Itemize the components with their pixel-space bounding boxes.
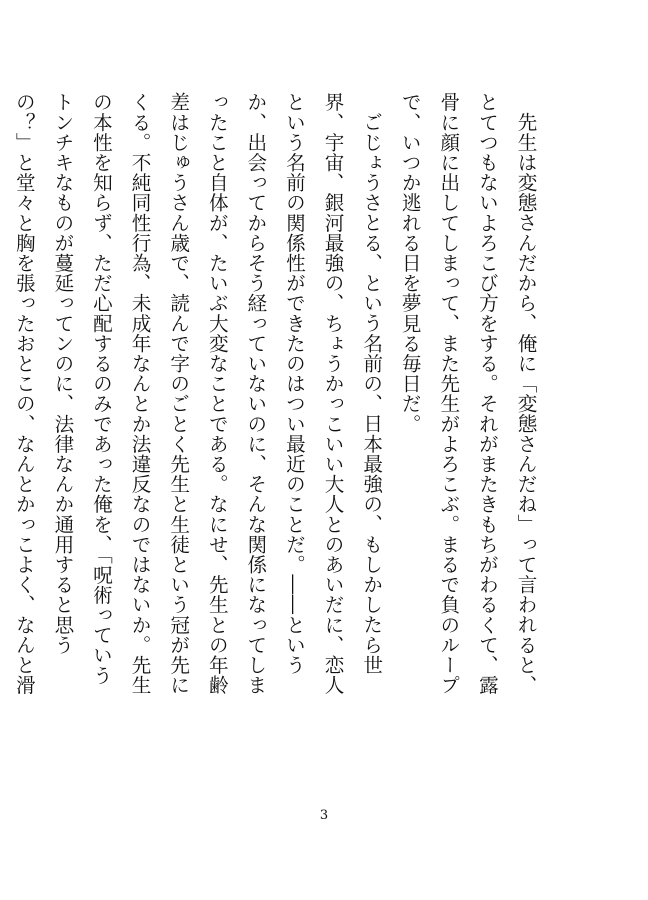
page-number: 3: [319, 808, 329, 823]
paragraph-2: ごじょうさとる、という名前の、日本最強の、もしかしたら世界、宇宙、銀河最強の、ちょうかっこいい大人とのあいだに、恋人という名前の関係性ができたのはつい最近のことだ。――というか、出会ってからそう経っていないのに、そんな関係になってしまったこと自体が、たいぶ大変なことである。なにせ、先生との年齢差はじゅうさん歳で、読んで字のごとく先生と生徒という冠が先にくる。不純同性行為、未成年なんとか法違反なのではないか。先生の本性を知らず、ただ心配するのみであった俺を、「呪術っていうトンチキなものが蔓延ってンのに、法律なんか通用すると思うの？」と堂々と胸を張ったおとこの、なんとかっこよく、なんと滑: [12, 92, 383, 695]
paragraph-1: 先生は変態さんだから、俺に「変態さんだね」って言われると、とてつもないよろこび方をする。それがまたきもちがわるくて、露骨に顔に出してしまって、また先生がよろこぶ。まるで負のループで、いつか逃れる日を夢見る毎日だ。: [398, 92, 537, 695]
vertical-text-body: [0, 92, 544, 696]
